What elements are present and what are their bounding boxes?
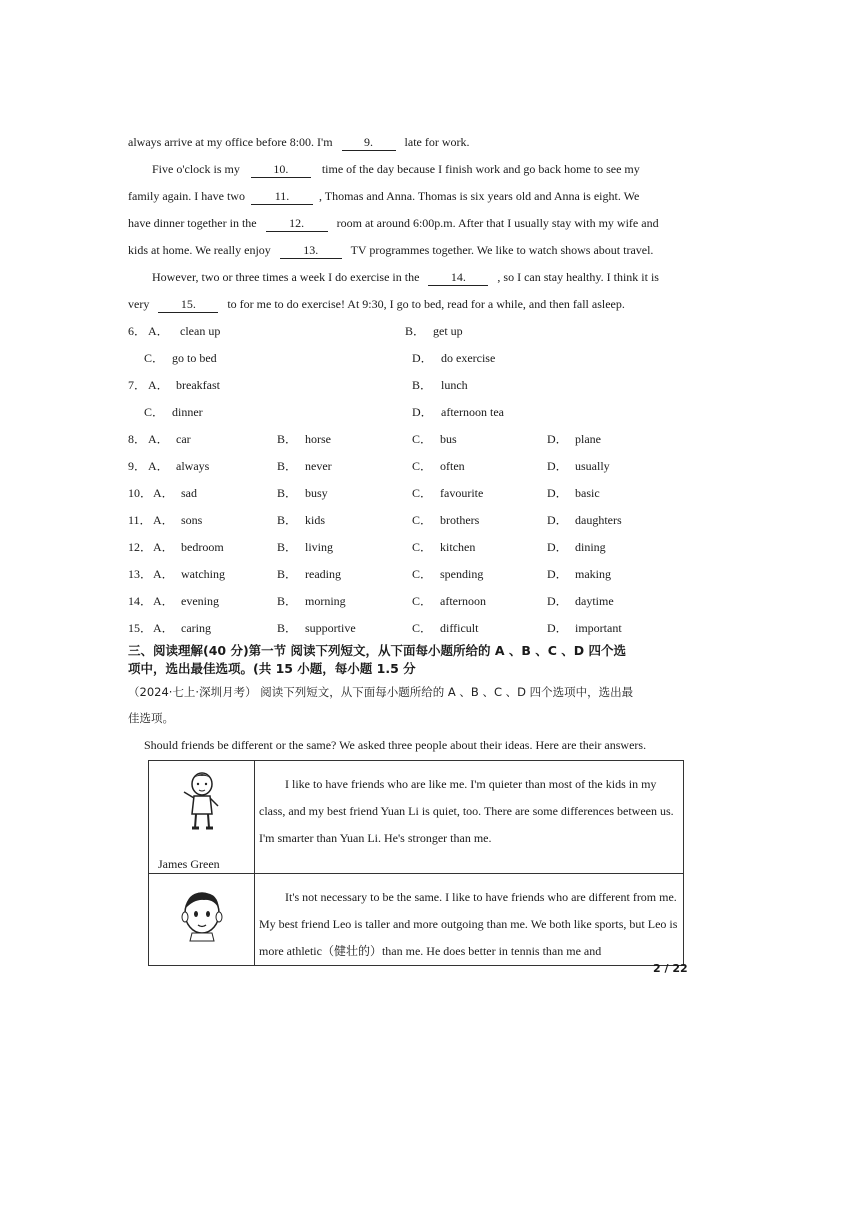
question-10-option-b[interactable] [277, 485, 328, 501]
question-8-option-c[interactable] [412, 431, 457, 447]
passage-line-4 [128, 215, 659, 232]
question-11-num: 11． [128, 513, 152, 527]
question-10-option-d[interactable] [547, 485, 600, 501]
option-letter: A． [153, 567, 174, 581]
passage-line-3 [128, 188, 639, 205]
option-letter: D． [547, 540, 568, 554]
question-13-option-d[interactable] [547, 566, 611, 582]
option-text: busy [305, 486, 328, 500]
option-letter: A． [148, 459, 169, 473]
option-letter: C． [412, 540, 433, 554]
option-letter: C． [412, 432, 433, 446]
option-letter: C． [412, 621, 433, 635]
option-letter: B． [277, 459, 298, 473]
question-9-option-c[interactable] [412, 458, 465, 474]
question-9-option-d[interactable] [547, 458, 610, 474]
question-12-num: 12． [128, 540, 153, 554]
option-text: basic [575, 486, 600, 500]
question-8-option-d[interactable] [547, 431, 601, 447]
option-letter: B． [277, 513, 298, 527]
option-text: favourite [440, 486, 484, 500]
text-segment: However, two or three times a week I do exercise in the [152, 270, 420, 284]
option-letter: B． [277, 486, 298, 500]
question-14-option-a[interactable] [153, 593, 219, 609]
passage-line-6 [152, 269, 659, 286]
question-8-num: 8． [128, 432, 147, 446]
option-text: usually [575, 459, 610, 473]
question-10-num: 10． [128, 486, 153, 500]
source-line-1: （2024·七上·深圳月考） 阅读下列短文，从下面每小题所给的 A 、B 、C 、D 四个选项中，选出最 [128, 685, 634, 699]
option-text: difficult [440, 621, 479, 635]
text-segment: to for me to do exercise! At 9:30, I go to bed, read for a while, and then fall asleep. [227, 297, 625, 311]
option-text: evening [181, 594, 219, 608]
option-text: sons [181, 513, 203, 527]
question-15-option-c[interactable] [412, 620, 478, 636]
blank-13: 13. [280, 242, 342, 259]
option-letter: A． [148, 432, 169, 446]
question-15-option-d[interactable] [547, 620, 622, 636]
person-statement: I like to have friends who are like me. I'm quieter than most of the kids in my class, and my best friend Yuan Li is quiet, too. There are some differences between us. I'm smarter than Yuan Li. He's stronger than me. [255, 761, 684, 874]
option-text: often [440, 459, 465, 473]
option-letter: B． [277, 594, 298, 608]
passage-line-2 [152, 161, 640, 178]
text-segment: , so I can stay healthy. I think it is [497, 270, 659, 284]
person-cell [149, 761, 255, 874]
text-segment: time of the day because I finish work and go back home to see my [321, 162, 640, 176]
question-14-option-b[interactable] [277, 593, 346, 609]
option-letter: D． [547, 459, 568, 473]
passage-line-7 [128, 296, 625, 313]
option-text: living [305, 540, 334, 554]
option-letter: C． [412, 594, 433, 608]
question-8-option-b[interactable] [277, 431, 331, 447]
question-9-num: 9． [128, 459, 147, 473]
section-heading-line-1: 三、阅读理解(40 分)第一节 阅读下列短文，从下面每小题所给的 A 、B 、C 、D 四个选 [128, 643, 627, 658]
question-6-option-b[interactable]: B． get up [405, 324, 463, 338]
option-letter: C． [412, 459, 433, 473]
option-letter: B． [277, 567, 298, 581]
blank-14: 14. [428, 269, 488, 286]
option-letter: D． [547, 486, 568, 500]
text-segment: have dinner together in the [128, 216, 257, 230]
blank-15: 15. [158, 296, 218, 313]
question-15-num: 15． [128, 621, 153, 635]
text-segment: Five o'clock is my [152, 162, 240, 176]
option-letter: D． [547, 567, 568, 581]
question-13-num: 13． [128, 567, 153, 581]
table-row [149, 761, 684, 874]
question-6-option-a[interactable]: A． clean up [148, 324, 221, 338]
text-segment: TV programmes together. We like to watch shows about travel. [350, 243, 654, 257]
question-12-option-a[interactable] [153, 539, 224, 555]
option-letter: D． [547, 594, 568, 608]
blank-9: 9. [342, 134, 396, 151]
question-13-option-a[interactable] [153, 566, 225, 582]
option-text: afternoon [440, 594, 486, 608]
question-10-option-a[interactable] [153, 485, 197, 501]
option-letter: D． [547, 432, 568, 446]
option-text: caring [181, 621, 211, 635]
option-text: spending [440, 567, 484, 581]
source-line-2: 佳选项。 [128, 711, 174, 725]
question-13-option-c[interactable] [412, 566, 483, 582]
question-8-option-a[interactable] [148, 431, 191, 447]
option-text: daytime [575, 594, 614, 608]
option-letter: C． [412, 486, 433, 500]
question-7-option-b[interactable]: B． lunch [412, 378, 468, 392]
option-text: bus [440, 432, 457, 446]
option-letter: D． [547, 513, 568, 527]
option-text: kids [305, 513, 326, 527]
text-segment: always arrive at my office before 8:00. I'm [128, 135, 333, 149]
text-segment: late for work. [404, 135, 470, 149]
text-segment: very [128, 297, 150, 311]
option-text: always [176, 459, 210, 473]
question-9-option-b[interactable] [277, 458, 332, 474]
question-9-option-a[interactable] [148, 458, 209, 474]
blank-12: 12. [266, 215, 328, 232]
question-6-num: 6． [128, 324, 147, 338]
question-12-option-b[interactable] [277, 539, 333, 555]
option-text: kitchen [440, 540, 476, 554]
option-letter: B． [277, 432, 298, 446]
option-letter: A． [153, 540, 174, 554]
option-text: reading [305, 567, 341, 581]
option-letter: B． [277, 621, 298, 635]
option-text: dining [575, 540, 606, 554]
option-text: car [176, 432, 191, 446]
option-letter: C． [412, 513, 433, 527]
question-12-option-c[interactable] [412, 539, 475, 555]
boy-face-icon [178, 887, 226, 943]
question-11-option-c[interactable] [412, 512, 479, 528]
text-segment: room at around 6:00p.m. After that I usually stay with my wife and [336, 216, 659, 230]
blank-11: 11. [251, 188, 313, 205]
question-11-option-a[interactable] [153, 512, 202, 528]
boy-cartoon-icon [180, 770, 224, 832]
option-letter: A． [153, 486, 174, 500]
question-11-option-b[interactable] [277, 512, 325, 528]
passage-line-5 [128, 242, 653, 259]
blank-10: 10. [251, 161, 311, 178]
passage-line-1 [128, 134, 470, 151]
question-7-option-c[interactable]: C． dinner [144, 405, 203, 419]
question-13-option-b[interactable] [277, 566, 341, 582]
text-segment: family again. I have two [128, 189, 245, 203]
option-text: plane [575, 432, 601, 446]
option-text: important [575, 621, 622, 635]
person-name: James Green [158, 857, 220, 871]
text-segment: , Thomas and Anna. Thomas is six years old and Anna is eight. We [318, 189, 640, 203]
question-6-option-c[interactable]: C． go to bed [144, 351, 217, 365]
option-text: bedroom [181, 540, 224, 554]
question-14-num: 14． [128, 594, 153, 608]
person-statement: It's not necessary to be the same. I like to have friends who are different from me. My best friend Leo is taller and more outgoing than me. We both like sports, but Leo is more athletic（健壮的）than me. He does better in tennis than me and [255, 874, 684, 966]
option-letter: A． [153, 621, 174, 635]
page-number: 2 / 22 [653, 962, 688, 975]
question-7-option-d[interactable]: D． afternoon tea [412, 405, 504, 419]
table-row [149, 874, 684, 966]
question-10-option-c[interactable] [412, 485, 483, 501]
question-15-option-b[interactable] [277, 620, 356, 636]
question-12-option-d[interactable] [547, 539, 606, 555]
person-cell [149, 874, 255, 966]
section-heading-line-2: 项中，选出最佳选项。(共 15 小题，每小题 1.5 分 [128, 661, 416, 676]
question-14-option-c[interactable] [412, 593, 486, 609]
option-letter: A． [153, 513, 174, 527]
text-segment: kids at home. We really enjoy [128, 243, 271, 257]
question-7-num: 7． [128, 378, 147, 392]
option-text: horse [305, 432, 331, 446]
option-letter: A． [153, 594, 174, 608]
option-text: brothers [440, 513, 480, 527]
question-14-option-d[interactable] [547, 593, 614, 609]
option-letter: B． [277, 540, 298, 554]
option-text: never [305, 459, 332, 473]
reading-intro: Should friends be different or the same? We asked three people about their ideas. Here are their answers. [144, 738, 647, 752]
question-15-option-a[interactable] [153, 620, 211, 636]
option-text: supportive [305, 621, 356, 635]
question-11-option-d[interactable] [547, 512, 622, 528]
option-text: daughters [575, 513, 622, 527]
option-letter: C． [412, 567, 433, 581]
option-text: watching [181, 567, 225, 581]
question-6-option-d[interactable]: D． do exercise [412, 351, 496, 365]
option-text: making [575, 567, 611, 581]
option-text: sad [181, 486, 197, 500]
option-letter: D． [547, 621, 568, 635]
people-table [148, 760, 684, 966]
option-text: morning [305, 594, 346, 608]
question-7-option-a[interactable]: A． breakfast [148, 378, 220, 392]
